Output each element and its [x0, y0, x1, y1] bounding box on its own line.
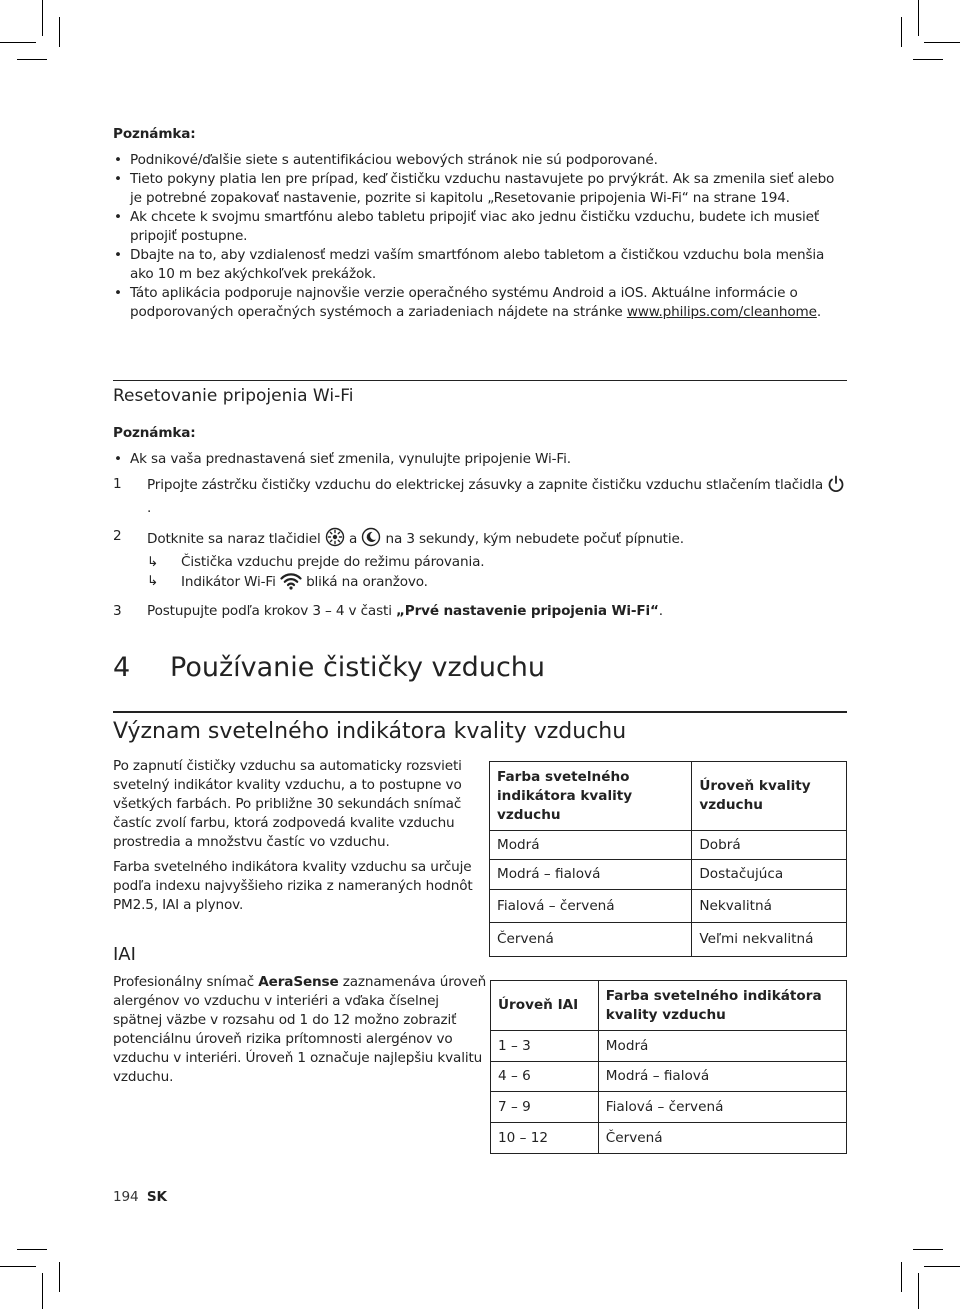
- step-text: na 3 sekundy, kým nebudete počuť pípnutie.: [381, 531, 684, 547]
- list-item: • Ak chcete k svojmu smartfónu alebo tabletu pripojiť viac ako jednu čističku vzduchu, budete ich musieť pripojiť postupne.: [113, 208, 848, 246]
- crop-mark: [42, 1273, 43, 1309]
- table-cell: Veľmi nekvalitná: [692, 923, 847, 957]
- reset-wifi-content: [113, 424, 848, 621]
- crop-mark: [59, 1262, 60, 1292]
- crop-mark: [913, 59, 943, 60]
- paragraph-text: zaznamenáva úroveň alergénov vo vzduchu v interiéri a vďaka číselnej spätnej väzbe v rozsahu od 1 do 12 možno zobraziť potenciálnu úroveň rizika prítomnosti alergénov vo vzduchu v interiéri. Úroveň 1 označuje najlepšiu kvalitu vzduchu.: [113, 974, 487, 1085]
- table-cell: Nekvalitná: [692, 890, 847, 923]
- crop-mark: [918, 0, 919, 36]
- sleep-moon-icon: [361, 527, 381, 553]
- step-text: Dotknite sa naraz tlačidiel: [147, 531, 325, 547]
- table-cell: Dostačujúca: [692, 860, 847, 890]
- crop-mark: [59, 17, 60, 47]
- list-item: • Ak sa vaša prednastavená sieť zmenila, vynulujte pripojenie Wi-Fi.: [113, 450, 848, 469]
- table-cell: Modrá – fialová: [598, 1062, 846, 1092]
- iai-level-table: [490, 980, 847, 1154]
- bullet-text: Táto aplikácia podporuje najnovšie verzie operačného systému Android a iOS. Aktuálne informácie o podporovaných operačných systémoch a zariadeniach nájdete na stránke: [130, 285, 798, 320]
- step-number: 2: [113, 528, 122, 544]
- note-bullets: [113, 151, 848, 322]
- note-block: [113, 125, 848, 322]
- table-cell: 10 – 12: [491, 1123, 599, 1154]
- table-row: [491, 1123, 847, 1154]
- table-cell: Modrá – fialová: [490, 860, 692, 890]
- table-cell: Fialová – červená: [598, 1092, 846, 1123]
- table-row: [490, 831, 847, 860]
- page-footer: [113, 1188, 167, 1207]
- step-number: 3: [113, 603, 122, 619]
- list-item: • Tieto pokyny platia len pre prípad, keď čističku vzduchu nastavujete po prvýkrát. Ak sa zmenila sieť alebo je potrebné zopakovať nastavenie, pozrite si kapitolu „Resetovanie pripojenia Wi-Fi“ na strane 194.: [113, 170, 848, 208]
- table-header-row: [491, 981, 847, 1031]
- result-text: Čistička vzduchu prejde do režimu párovania.: [181, 554, 485, 570]
- note-bullets: [113, 450, 848, 469]
- table-cell: Fialová – červená: [490, 890, 692, 923]
- list-item: [113, 284, 848, 322]
- note-title: Poznámka:: [113, 425, 196, 441]
- philips-cleanhome-link[interactable]: www.philips.com/cleanhome: [626, 304, 817, 320]
- table-cell: 7 – 9: [491, 1092, 599, 1123]
- column-header: Úroveň kvality vzduchu: [692, 762, 847, 831]
- section-divider: [113, 711, 847, 713]
- iai-heading: IAI: [113, 944, 136, 965]
- paragraph-text: Profesionálny snímač: [113, 974, 259, 990]
- chapter-number: 4: [113, 652, 131, 683]
- crop-mark: [42, 0, 43, 36]
- language-code: SK: [146, 1189, 167, 1205]
- step-3: [113, 602, 848, 621]
- crop-mark: [0, 42, 36, 43]
- table-cell: Modrá: [598, 1031, 846, 1062]
- step-text: a: [344, 531, 362, 547]
- step-2: [113, 527, 848, 553]
- table-cell: Modrá: [490, 831, 692, 860]
- result-arrow-icon: ↳: [147, 554, 159, 570]
- note-title: Poznámka:: [113, 126, 196, 142]
- result-text: bliká na oranžovo.: [301, 574, 428, 590]
- crop-mark: [918, 1273, 919, 1309]
- crop-mark: [17, 1249, 47, 1250]
- wifi-icon: [280, 572, 302, 596]
- table-row: [490, 890, 847, 923]
- table-row: [490, 923, 847, 957]
- paragraph: Farba svetelného indikátora kvality vzduchu sa určuje podľa indexu najvyššieho rizika z nameraných hodnôt PM2.5, IAI a plynov.: [113, 859, 473, 913]
- table-row: [491, 1062, 847, 1092]
- page-number: 194: [113, 1189, 139, 1205]
- table-row: [491, 1092, 847, 1123]
- punctuation: .: [816, 304, 821, 320]
- column-header: Úroveň IAI: [491, 981, 599, 1031]
- step-number: 1: [113, 476, 122, 492]
- list-item: • Dbajte na to, aby vzdialenosť medzi vaším smartfónom alebo tabletom a čističkou vzduchu bola menšia ako 10 m bez akýchkoľvek prekážok.: [113, 246, 848, 284]
- chapter-heading: [113, 651, 545, 685]
- section-reference: „Prvé nastavenie pripojenia Wi-Fi“: [396, 603, 659, 619]
- list-item: • Podnikové/ďalšie siete s autentifikáciou webových stránok nie sú podporované.: [113, 151, 848, 170]
- table-cell: Červená: [490, 923, 692, 957]
- power-icon: [827, 475, 845, 499]
- punctuation: .: [147, 500, 152, 516]
- step-text: Pripojte zástrčku čističky vzduchu do elektrickej zásuvky a zapnite čističku vzduchu stlačením tlačidla: [147, 477, 828, 493]
- crop-mark: [901, 1262, 902, 1292]
- table-header-row: [490, 762, 847, 831]
- result-text: Indikátor Wi-Fi: [181, 574, 280, 590]
- crop-mark: [0, 1266, 36, 1267]
- light-icon: [325, 527, 345, 553]
- crop-mark: [901, 17, 902, 47]
- step-result: [113, 572, 848, 596]
- paragraph: Po zapnutí čističky vzduchu sa automaticky rozsvieti svetelný indikátor kvality vzduchu, a to postupne vo všetkých farbách. Po približne 30 sekundách snímač častíc zvolí farbu, ktorá zodpovedá kvalite vzduchu prostredia a množstvu častíc vo vzduchu.: [113, 758, 462, 850]
- table-cell: Dobrá: [692, 831, 847, 860]
- section-divider: [113, 380, 847, 381]
- step-text: Postupujte podľa krokov 3 – 4 v časti: [147, 603, 397, 619]
- crop-mark: [924, 42, 960, 43]
- crop-mark: [17, 59, 47, 60]
- table-cell: 1 – 3: [491, 1031, 599, 1062]
- section-intro: [113, 757, 488, 921]
- result-arrow-icon: ↳: [147, 573, 159, 589]
- table-cell: 4 – 6: [491, 1062, 599, 1092]
- column-header: Farba svetelného indikátora kvality vzduchu: [598, 981, 846, 1031]
- table-row: [490, 860, 847, 890]
- table-cell: Červená: [598, 1123, 846, 1154]
- chapter-title: Používanie čističky vzduchu: [170, 652, 546, 683]
- section-heading-reset-wifi: Resetovanie pripojenia Wi-Fi: [113, 386, 354, 406]
- column-header: Farba svetelného indikátora kvality vzduchu: [490, 762, 692, 831]
- table-row: [491, 1031, 847, 1062]
- air-quality-color-table: [489, 761, 847, 957]
- iai-description: [113, 973, 488, 1087]
- section-heading: Význam svetelného indikátora kvality vzduchu: [113, 719, 627, 744]
- step-result: [113, 553, 848, 572]
- crop-mark: [924, 1266, 960, 1267]
- crop-mark: [913, 1249, 943, 1250]
- punctuation: .: [658, 603, 663, 619]
- step-1: [113, 475, 848, 518]
- brand-name: AeraSense: [258, 974, 339, 990]
